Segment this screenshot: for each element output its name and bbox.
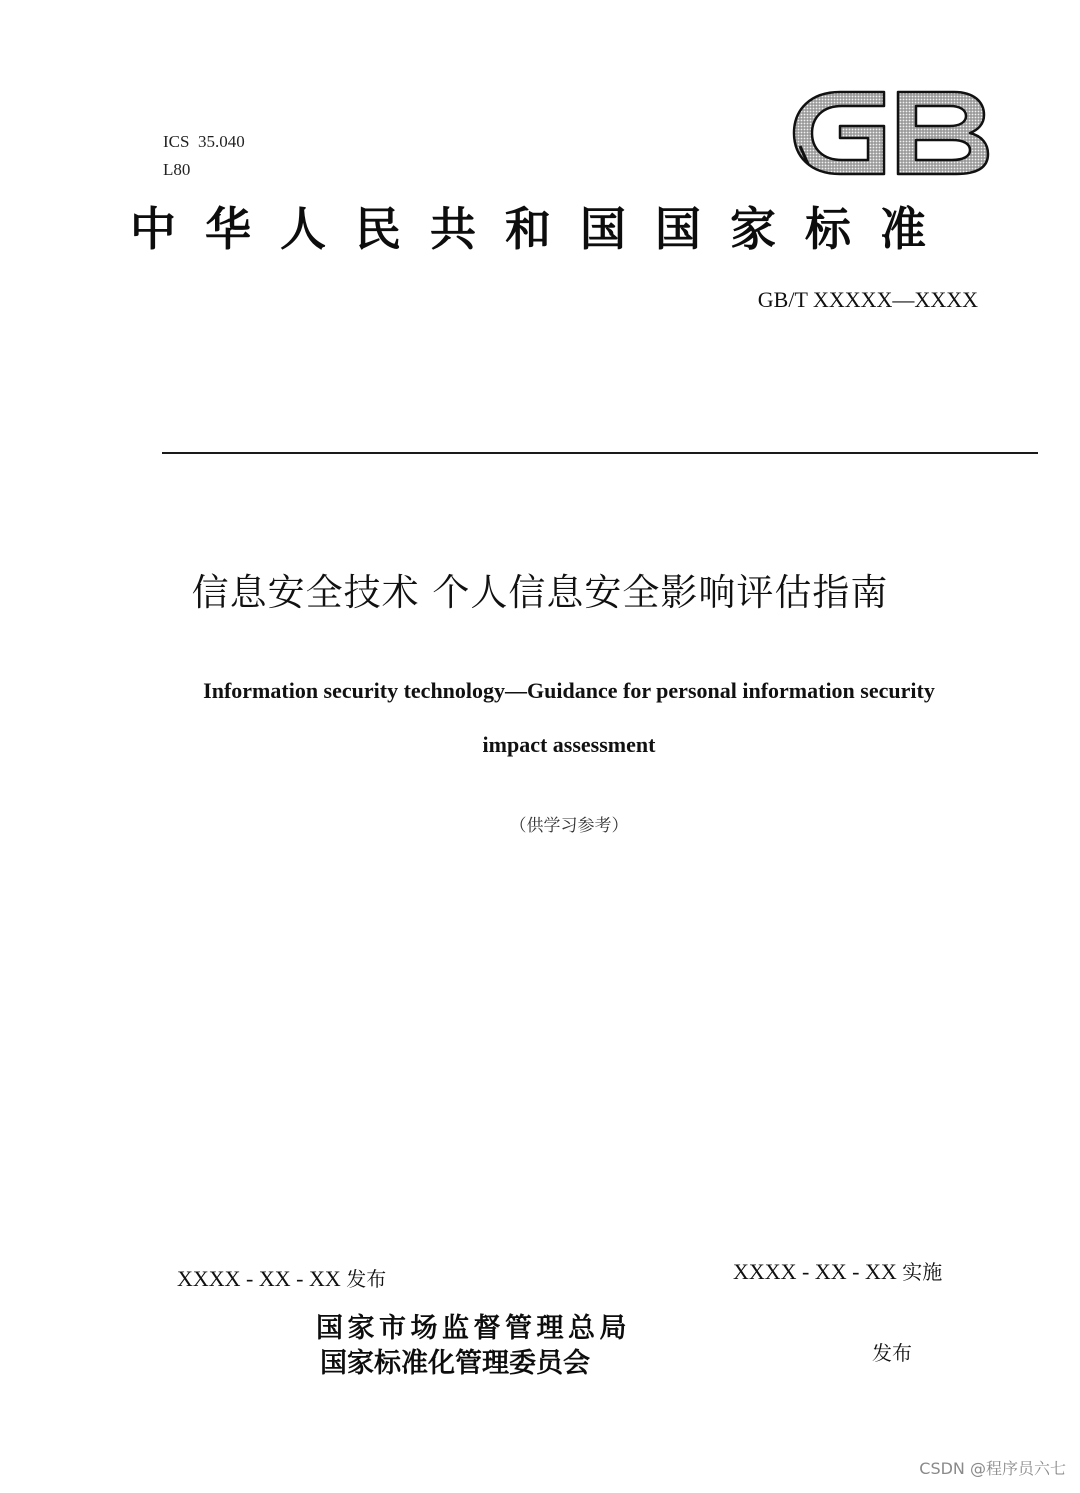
header-divider (162, 452, 1038, 454)
ics-code: ICS 35.040 (163, 132, 245, 151)
gb-logo (788, 80, 994, 186)
publication-date: XXXX - XX - XX (177, 1266, 341, 1291)
implementation-label: 实施 (902, 1260, 943, 1284)
reference-note: （供学习参考） (509, 816, 629, 836)
gb-logo-g (794, 92, 884, 174)
publication-label: 发布 (346, 1267, 387, 1291)
national-standard-title: 中华人民共和国国家标准 (130, 202, 955, 256)
issuer-samr: 国家市场监督管理总局 (316, 1313, 631, 1344)
document-title-en-line1: Information security technology—Guidance for personal information security (203, 678, 935, 703)
gb-logo-b (898, 92, 988, 174)
document-title-cn: 信息安全技术 个人信息安全影响评估指南 (191, 571, 889, 614)
csdn-watermark: CSDN @程序员六七 (919, 1459, 1066, 1478)
ccs-code: L80 (163, 160, 191, 179)
implementation-date: XXXX - XX - XX (733, 1259, 897, 1284)
issuer-sac: 国家标准化管理委员会 (320, 1348, 590, 1379)
document-title-en-line2: impact assessment (482, 732, 656, 757)
standard-number: GB/T XXXXX—XXXX (757, 287, 978, 312)
implementation-date-line (733, 1257, 942, 1287)
publication-date-line (177, 1264, 386, 1294)
issue-label: 发布 (872, 1341, 912, 1365)
